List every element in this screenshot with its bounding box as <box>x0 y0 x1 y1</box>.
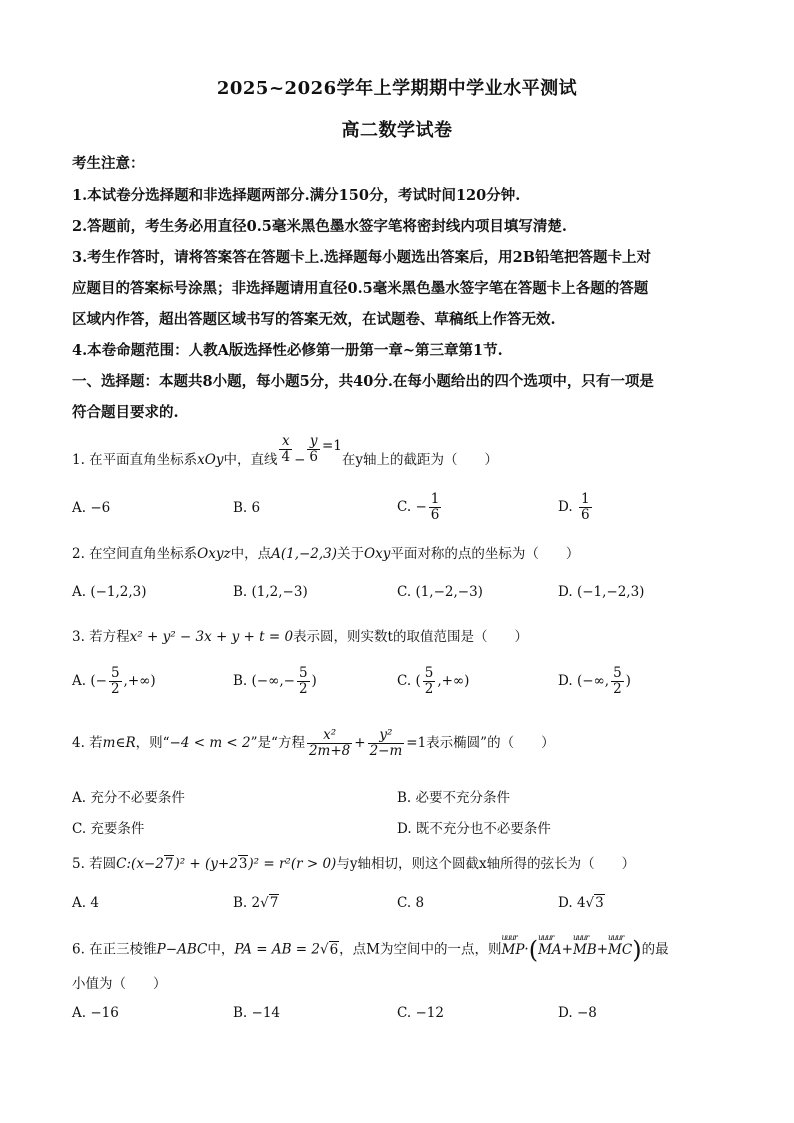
question-1: 1. 在平面直角坐标系xOy中，直线 $\frac{x}{4}$ − $\frac{y}{6}$ =1在y轴上的截距为（ ） <box>72 433 499 468</box>
notice-item-3a: 3.考生作答时，请将答案答在答题卡上.选择题每小题选出答案后，用2B铅笔把答题卡上对 <box>72 249 652 266</box>
question-6-cont: 小值为（ ） <box>72 976 167 992</box>
q5-option-b[interactable]: B. 2√7 <box>233 895 279 911</box>
q1-option-c[interactable]: C. − $\frac{1}{6}$ <box>397 491 440 523</box>
notice-item-1: 1.本试卷分选择题和非选择题两部分.满分150分，考试时间120分钟. <box>72 187 521 204</box>
notice-heading: 考生注意： <box>72 155 145 172</box>
notice-item-3c: 区域内作答，超出答题区域书写的答案无效，在试题卷、草稿纸上作答无效. <box>72 311 556 328</box>
q3-option-b[interactable]: B. (−∞,− $\frac{5}{2}$ ) <box>233 665 317 697</box>
q4-option-b[interactable]: B. 必要不充分条件 <box>397 790 511 806</box>
q1-option-b[interactable]: B. 6 <box>233 500 261 516</box>
q6-option-c[interactable]: C. −12 <box>397 1005 444 1021</box>
q1-option-a[interactable]: A. −6 <box>72 500 111 516</box>
notice-item-3b: 应题目的答案标号涂黑；非选择题请用直径0.5毫米黑色墨水签字笔在答题卡上各题的答题 <box>72 280 649 297</box>
q5-option-c[interactable]: C. 8 <box>397 895 425 911</box>
question-3: 3. 若方程x² + y² − 3x + y + t = 0表示圆，则实数t的取值范围是（ ） <box>72 629 528 645</box>
section-heading: 一、选择题：本题共8小题，每小题5分，共40分.在每小题给出的四个选项中，只有一项是 <box>72 373 654 390</box>
q1-option-d[interactable]: D. $\frac{1}{6}$ <box>558 491 590 523</box>
q6-option-b[interactable]: B. −14 <box>233 1005 281 1021</box>
notice-item-2: 2.答题前，考生务必用直径0.5毫米黑色墨水签字笔将密封线内项目填写清楚. <box>72 218 567 235</box>
q4-option-a[interactable]: A. 充分不必要条件 <box>72 790 185 806</box>
fraction-x-4: $\frac{x}{4}$ <box>281 433 291 465</box>
q6-option-d[interactable]: D. −8 <box>558 1005 597 1021</box>
q3-option-a[interactable]: A. (− $\frac{5}{2}$ ,+∞) <box>72 665 156 697</box>
q2-option-c[interactable]: C. (1,−2,−3) <box>397 584 483 600</box>
q3-option-c[interactable]: C. ( $\frac{5}{2}$ ,+∞) <box>397 665 470 697</box>
q3-option-d[interactable]: D. (−∞, $\frac{5}{2}$ ) <box>558 665 631 697</box>
exam-subtitle: 高二数学试卷 <box>341 120 453 141</box>
q4-option-c[interactable]: C. 充要条件 <box>72 821 145 837</box>
notice-item-4: 4.本卷命题范围：人教A版选择性必修第一册第一章~第三章第1节. <box>72 342 503 359</box>
question-2: 2. 在空间直角坐标系Oxyz中，点A(1,−2,3)关于Oxy平面对称的点的坐标为（ ） <box>72 546 580 562</box>
question-6: 6. 在正三棱锥P−ABC中，PA = AB = 2√6，点M为空间中的一点，则uuur MP·(uuur MA+uuur MB+uuur MC)的最 <box>72 936 722 964</box>
q2-option-d[interactable]: D. (−1,−2,3) <box>558 584 645 600</box>
q4-option-d[interactable]: D. 既不充分也不必要条件 <box>397 821 551 837</box>
q5-option-a[interactable]: A. 4 <box>72 895 99 911</box>
q6-option-a[interactable]: A. −16 <box>72 1005 119 1021</box>
question-4: 4. 若m∈R，则“−4 < m < 2”是“方程 $\frac{\text{x²}}{2m+8}$ + $\frac{\text{y²}}{2-m}$ =1表示椭圆”的（ ） <box>72 727 555 759</box>
fraction-y-6: $\frac{y}{6}$ <box>309 433 318 465</box>
question-5: 5. 若圆C:(x−27)² + (y+23)² = r²(r > 0)与y轴相切，则这个圆截x轴所得的弦长为（ ） <box>72 856 636 872</box>
q5-option-d[interactable]: D. 4√3 <box>558 895 604 911</box>
exam-title: 2025~2026学年上学期期中学业水平测试 <box>216 78 578 99</box>
q2-option-b[interactable]: B. (1,2,−3) <box>233 584 308 600</box>
q2-option-a[interactable]: A. (−1,2,3) <box>72 584 147 600</box>
section-heading-cont: 符合题目要求的. <box>72 404 179 421</box>
